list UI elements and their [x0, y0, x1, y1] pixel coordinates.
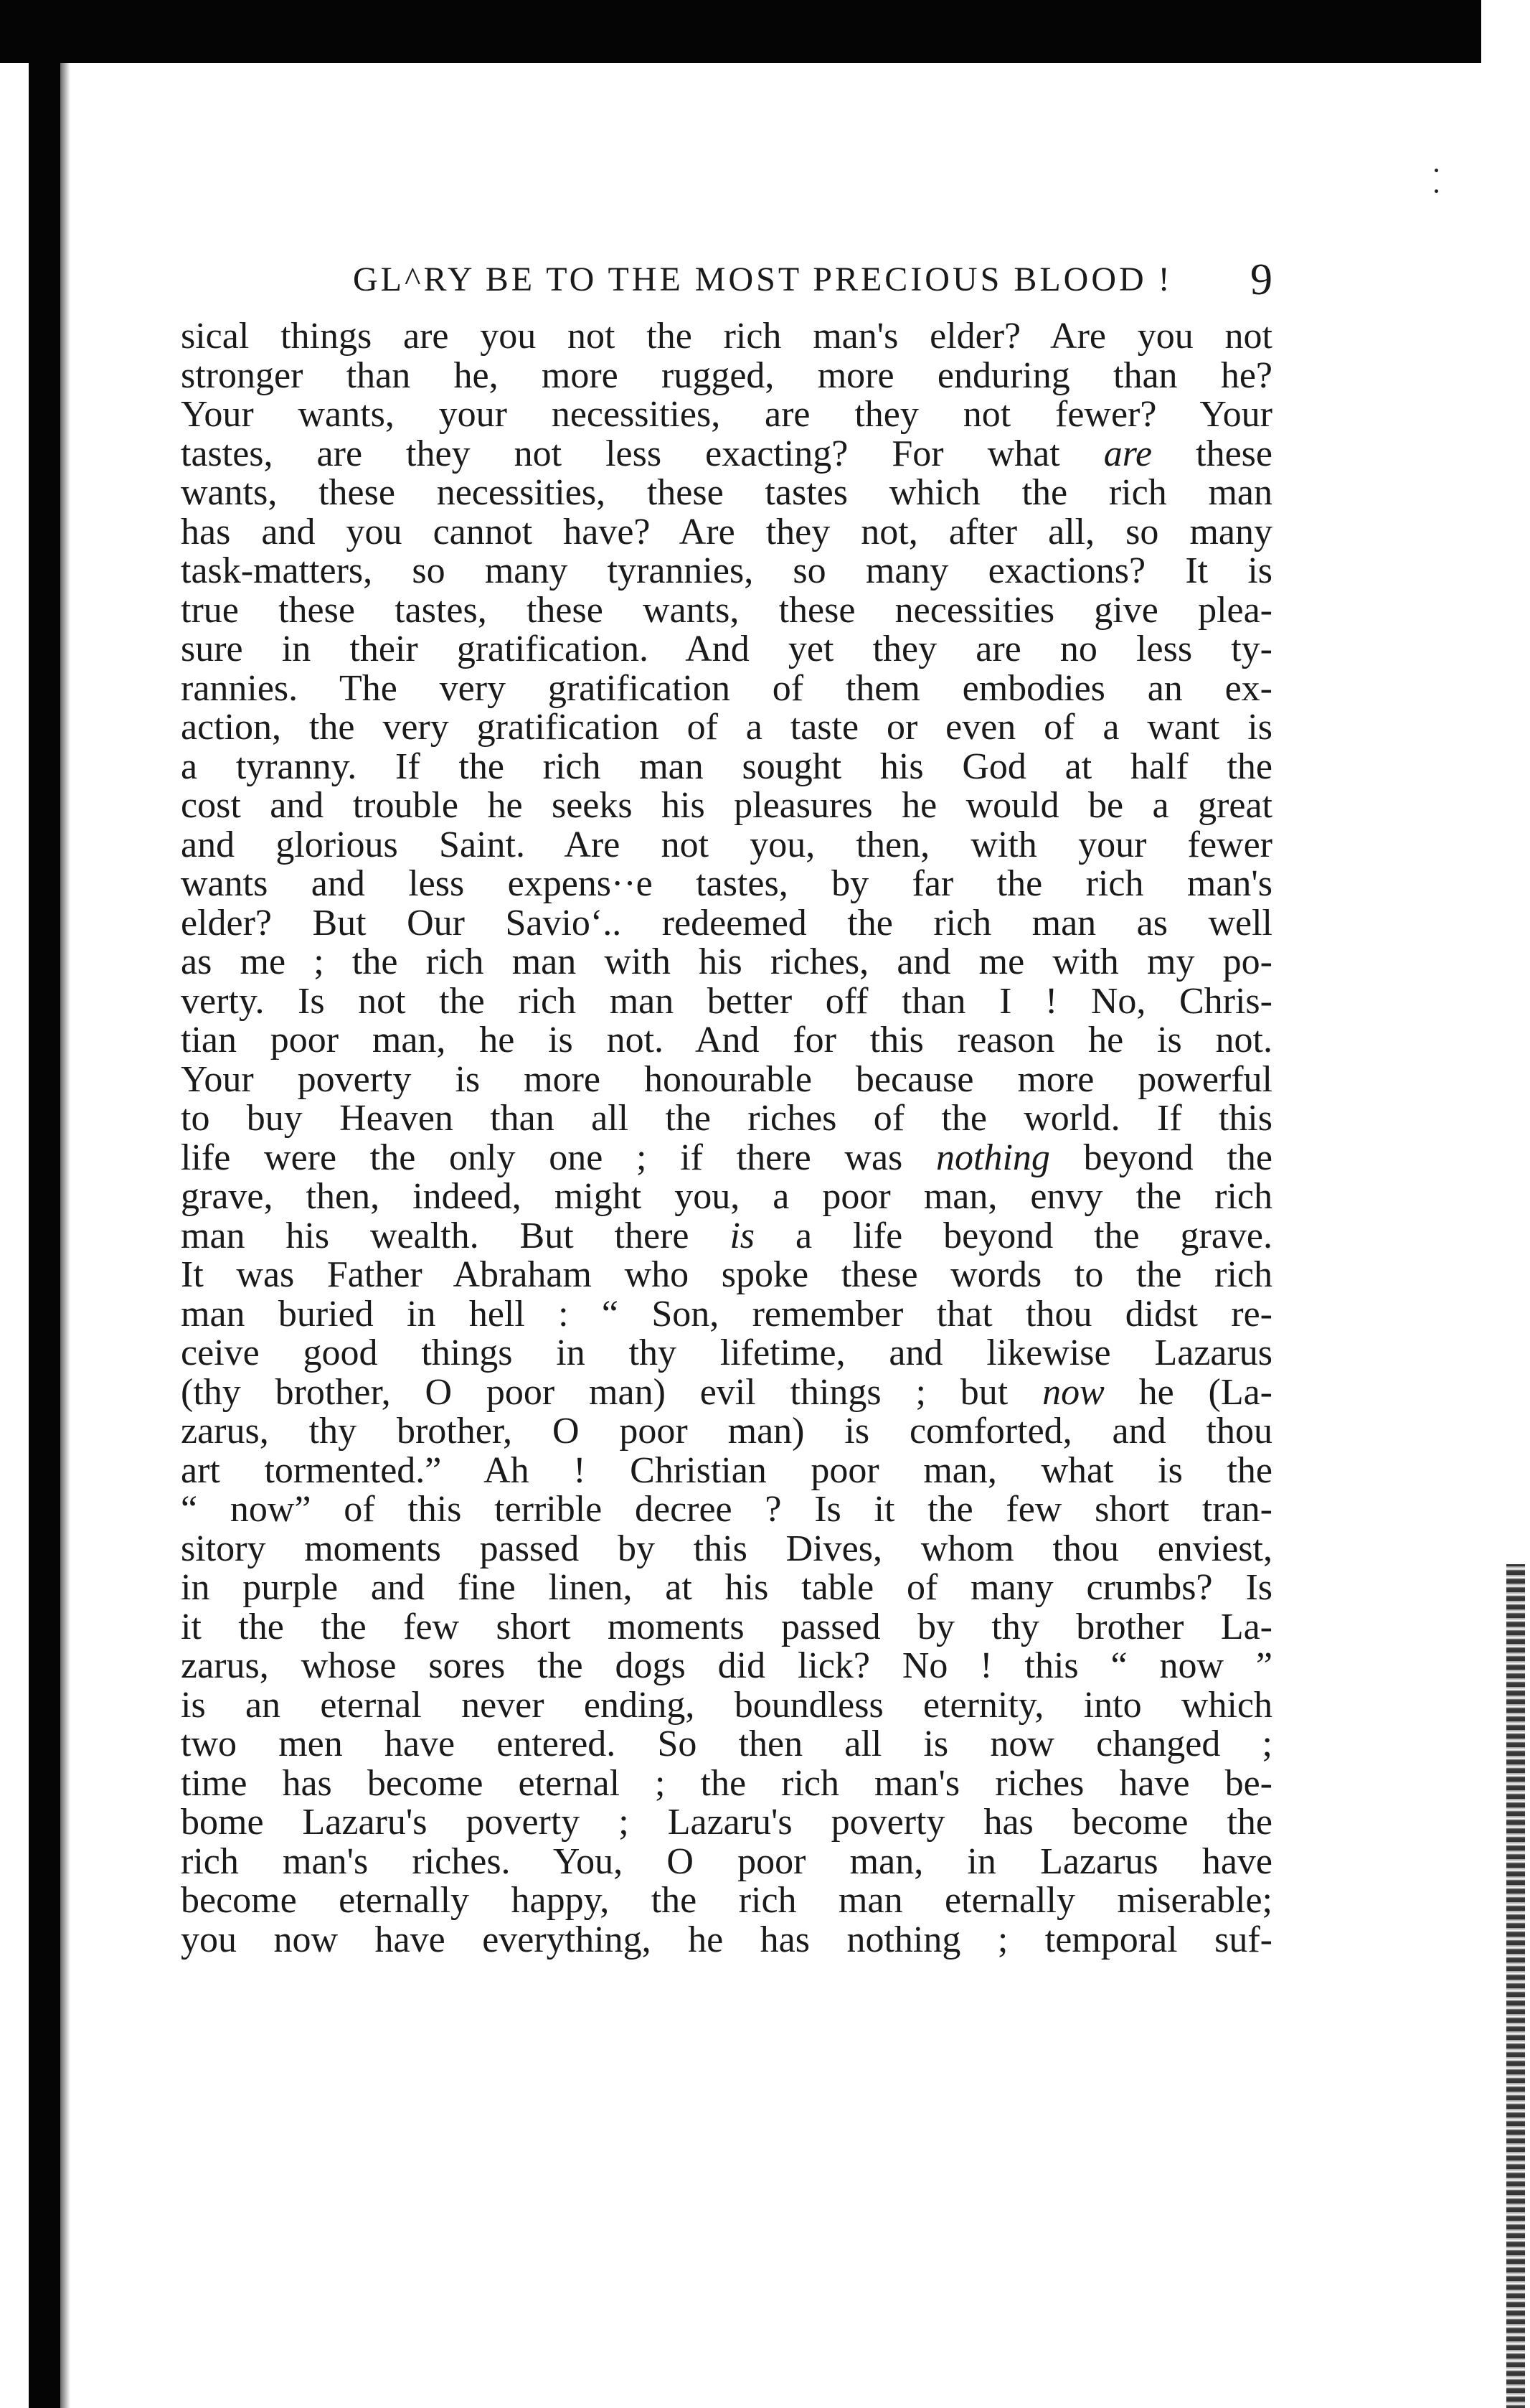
text-line: [181, 1217, 1272, 1256]
text-line: [181, 786, 1272, 826]
text-line: [181, 1686, 1272, 1726]
body-text: [181, 317, 1272, 1960]
text-segment: a life beyond the grave.: [755, 1215, 1272, 1256]
text-line: [181, 1177, 1272, 1217]
text-segment: “ now” of this terrible decree ? Is it the few short tran-: [181, 1489, 1272, 1530]
text-segment: as me ; the rich man with his riches, and me with my po-: [181, 941, 1272, 982]
text-line: [181, 982, 1272, 1022]
page-header: [181, 251, 1272, 309]
text-segment: time has become eternal ; the rich man's riches have be-: [181, 1762, 1272, 1804]
text-segment: zarus, whose sores the dogs did lick? No ! this “ now ”: [181, 1645, 1272, 1686]
text-line: [181, 1921, 1272, 1960]
text-segment: a tyranny. If the rich man sought his God at half the: [181, 746, 1272, 787]
italic-emphasis: nothing: [936, 1137, 1050, 1178]
text-line: [181, 1373, 1272, 1413]
text-segment: art tormented.” Ah ! Christian poor man, what is the: [181, 1449, 1272, 1491]
text-line: [181, 1060, 1272, 1100]
text-segment: verty. Is not the rich man better off than I ! No, Chris-: [181, 980, 1272, 1022]
text-line: [181, 1647, 1272, 1686]
text-segment: Your poverty is more honourable because more powerful: [181, 1058, 1272, 1100]
scan-border-right-edge: [1506, 1564, 1525, 2408]
text-line: [181, 865, 1272, 904]
text-line: [181, 826, 1272, 865]
running-head: GL^RY BE TO THE MOST PRECIOUS BLOOD !: [353, 260, 1173, 298]
text-line: [181, 1840, 1272, 1882]
text-line: [181, 1295, 1272, 1335]
text-line: [181, 317, 1272, 357]
text-segment: these: [1152, 433, 1272, 474]
text-line: [181, 630, 1272, 669]
text-segment: task-matters, so many tyrannies, so many exactions? It is: [181, 550, 1272, 591]
text-segment: bome Lazaru's poverty ; Lazaru's poverty has become the: [181, 1802, 1272, 1843]
text-line: [181, 591, 1272, 631]
text-segment: you now have everything, he has nothing ; temporal suf-: [181, 1919, 1272, 1960]
text-line: [181, 474, 1272, 513]
text-line: [181, 1569, 1272, 1608]
text-segment: and glorious Saint. Are not you, then, with your fewer: [181, 824, 1272, 865]
scan-border-top: [0, 0, 1481, 63]
text-segment: tastes, are they not less exacting? For what: [181, 433, 1104, 474]
text-segment: become eternally happy, the rich man eternally miserable;: [181, 1880, 1272, 1921]
scan-gutter-shadow: [60, 63, 70, 2408]
text-line: [181, 1021, 1272, 1060]
text-segment: two men have entered. So then all is now changed ;: [181, 1723, 1272, 1764]
text-segment: in purple and fine linen, at his table of many crumbs? Is: [181, 1567, 1272, 1608]
page-number: 9: [1250, 255, 1272, 304]
scan-border-left: [29, 63, 60, 2408]
text-segment: life were the only one ; if there was: [181, 1137, 937, 1178]
text-segment: has and you cannot have? Are they not, after all, so many: [181, 511, 1272, 552]
text-line: [181, 1490, 1272, 1530]
italic-emphasis: now: [1042, 1371, 1105, 1413]
text-segment: beyond the: [1049, 1137, 1273, 1178]
text-segment: grave, then, indeed, might you, a poor man, envy the rich: [181, 1176, 1272, 1217]
text-segment: is an eternal never ending, boundless eternity, into which: [181, 1684, 1272, 1726]
text-line: [181, 395, 1272, 435]
text-line: [181, 1449, 1272, 1491]
text-line: [181, 435, 1272, 474]
text-segment: ceive good things in thy lifetime, and likewise Lazarus: [181, 1332, 1272, 1373]
text-line: [181, 1764, 1272, 1804]
text-line: [181, 943, 1272, 982]
text-line: [181, 1803, 1272, 1843]
text-segment: man buried in hell : “ Son, remember that thou didst re-: [181, 1293, 1272, 1335]
text-line: [181, 513, 1272, 552]
text-line: [181, 748, 1272, 787]
text-line: [181, 1608, 1272, 1647]
text-line: [181, 1334, 1272, 1373]
text-segment: rich man's riches. You, O poor man, in Lazarus have: [181, 1840, 1272, 1882]
text-segment: tian poor man, he is not. And for this reason he is not.: [181, 1020, 1272, 1060]
text-line: [181, 669, 1272, 709]
text-segment: zarus, thy brother, O poor man) is comforted, and thou: [181, 1411, 1272, 1452]
text-segment: sitory moments passed by this Dives, whom thou enviest,: [181, 1528, 1272, 1569]
scan-speck-marks: [1435, 169, 1440, 197]
text-line: [181, 1412, 1272, 1452]
text-line: [181, 1099, 1272, 1139]
text-segment: wants, these necessities, these tastes which the rich man: [181, 472, 1272, 513]
text-segment: rannies. The very gratification of them embodies an ex-: [181, 667, 1272, 709]
text-line: [181, 1530, 1272, 1569]
text-segment: it the the few short moments passed by thy brother La-: [181, 1606, 1272, 1647]
text-line: [181, 354, 1272, 396]
text-line: [181, 1256, 1272, 1295]
text-segment: true these tastes, these wants, these necessities give plea-: [181, 589, 1272, 631]
text-line: [181, 708, 1272, 748]
text-segment: It was Father Abraham who spoke these words to the rich: [181, 1254, 1272, 1295]
text-segment: man his wealth. But there: [181, 1215, 730, 1256]
text-line: [181, 904, 1272, 944]
text-segment: sical things are you not the rich man's elder? Are you not: [181, 316, 1272, 357]
italic-emphasis: is: [729, 1215, 755, 1256]
text-line: [181, 1725, 1272, 1764]
text-segment: he (La-: [1104, 1371, 1272, 1413]
text-line: [181, 1139, 1272, 1178]
text-segment: (thy brother, O poor man) evil things ; but: [181, 1371, 1043, 1413]
text-segment: Your wants, your necessities, are they not fewer? Your: [181, 394, 1272, 435]
text-segment: wants and less expens··e tastes, by far the rich man's: [181, 863, 1272, 904]
text-segment: cost and trouble he seeks his pleasures he would be a great: [181, 785, 1272, 826]
text-segment: sure in their gratification. And yet they are no less ty-: [181, 629, 1272, 669]
text-line: [181, 1881, 1272, 1921]
text-segment: stronger than he, more rugged, more enduring than he?: [181, 354, 1272, 396]
text-segment: to buy Heaven than all the riches of the world. If this: [181, 1098, 1272, 1139]
text-segment: elder? But Our Savioʻ.. redeemed the rich man as well: [181, 902, 1272, 944]
text-line: [181, 552, 1272, 591]
text-segment: action, the very gratification of a taste or even of a want is: [181, 707, 1272, 748]
italic-emphasis: are: [1103, 433, 1153, 474]
